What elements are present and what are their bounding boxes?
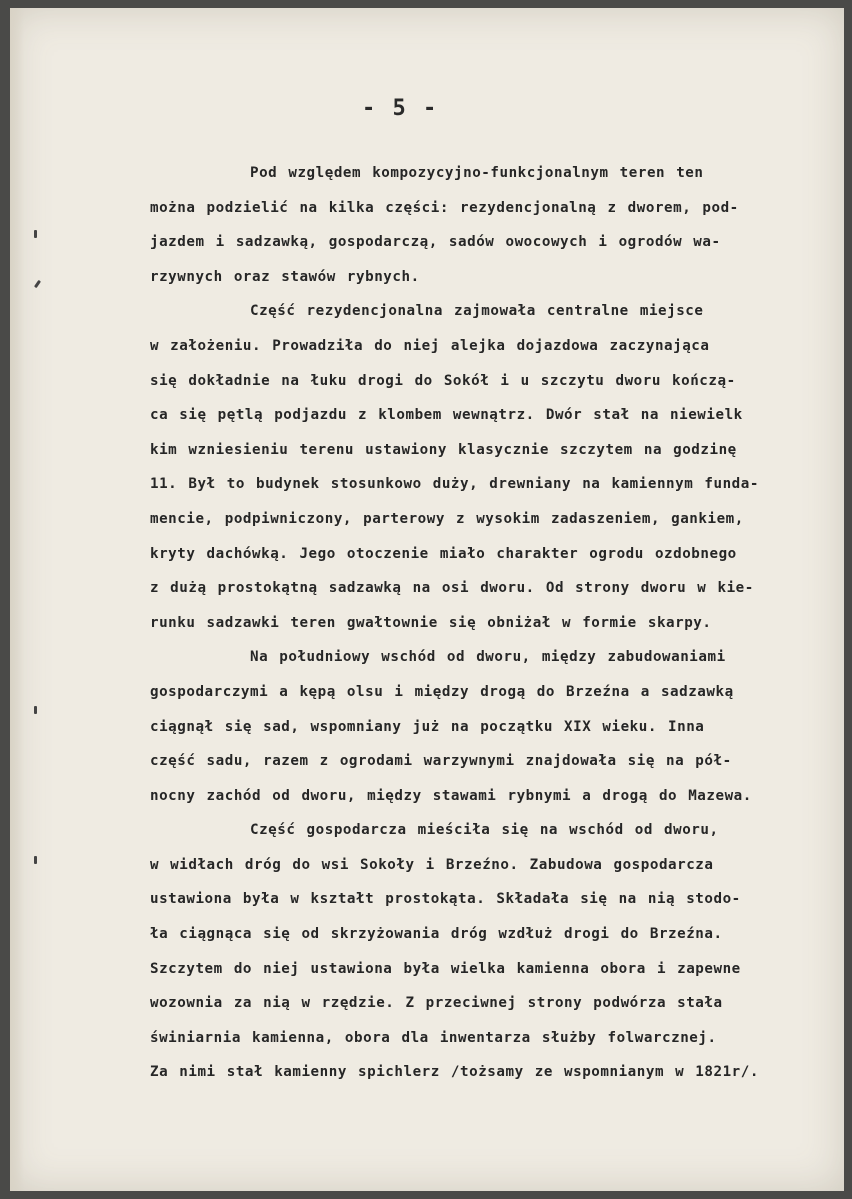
text-line: jazdem i sadzawką, gospodarczą, sadów owocowych i ogrodów wa- [150, 234, 721, 251]
text-line: ciągnął się sad, wspomniany już na początku XIX wieku. Inna [150, 718, 705, 735]
text-line: w widłach dróg do wsi Sokoły i Brzeźno. Zabudowa gospodarcza [150, 856, 714, 873]
text-line: się dokładnie na łuku drogi do Sokół i u szczytu dworu kończą- [150, 372, 736, 389]
page-number: - 5 - [362, 96, 439, 121]
text-line: Pod względem kompozycyjno-funkcjonalnym teren ten [250, 165, 704, 181]
text-line: część sadu, razem z ogrodami warzywnymi znajdowała się na pół- [150, 753, 732, 770]
margin-mark [34, 280, 41, 288]
margin-mark [34, 856, 37, 864]
margin-mark [34, 230, 37, 238]
text-line: kryty dachówką. Jego otoczenie miało charakter ogrodu ozdobnego [150, 545, 737, 562]
document-page [10, 8, 844, 1191]
text-line: mencie, podpiwniczony, parterowy z wysokim zadaszeniem, gankiem, [150, 510, 744, 527]
text-line: ła ciągnąca się od skrzyżowania dróg wzdłuż drogi do Brzeźna. [150, 926, 723, 943]
text-line: Część gospodarcza mieściła się na wschód od dworu, [250, 822, 719, 839]
text-line: runku sadzawki teren gwałtownie się obniżał w formie skarpy. [150, 614, 712, 631]
text-line: w założeniu. Prowadziła do niej alejka dojazdowa zaczynająca [150, 337, 710, 354]
text-line: ca się pętlą podjazdu z klombem wewnątrz. Dwór stał na niewielk [150, 407, 743, 424]
margin-mark [34, 706, 37, 714]
text-line: Na południowy wschód od dworu, między zabudowaniami [250, 649, 726, 666]
page-edge-shadow [10, 8, 24, 1191]
text-line: wozownia za nią w rzędzie. Z przeciwnej strony podwórza stała [150, 995, 723, 1012]
text-line: 11. Był to budynek stosunkowo duży, drewniany na kamiennym funda- [150, 476, 759, 493]
text-line: kim wzniesieniu terenu ustawiony klasycznie szczytem na godzinę [150, 441, 737, 458]
text-line: świniarnia kamienna, obora dla inwentarza służby folwarcznej. [150, 1029, 717, 1046]
text-line: można podzielić na kilka części: rezydencjonalną z dworem, pod- [150, 199, 739, 216]
body-text [150, 156, 840, 1090]
text-line: ustawiona była w kształt prostokąta. Składała się na nią stodo- [150, 891, 741, 908]
text-line: Za nimi stał kamienny spichlerz /tożsamy ze wspomnianym w 1821r/. [150, 1064, 759, 1081]
text-line: Część rezydencjonalna zajmowała centralne miejsce [250, 303, 704, 320]
text-line: gospodarczymi a kępą olsu i między drogą do Brzeźna a sadzawką [150, 683, 734, 700]
text-line: nocny zachód od dworu, między stawami rybnymi a drogą do Mazewa. [150, 787, 752, 804]
text-line: Szczytem do niej ustawiona była wielka kamienna obora i zapewne [150, 960, 741, 977]
text-line: rzywnych oraz stawów rybnych. [150, 268, 420, 285]
text-line: z dużą prostokątną sadzawką na osi dworu. Od strony dworu w kie- [150, 580, 754, 597]
